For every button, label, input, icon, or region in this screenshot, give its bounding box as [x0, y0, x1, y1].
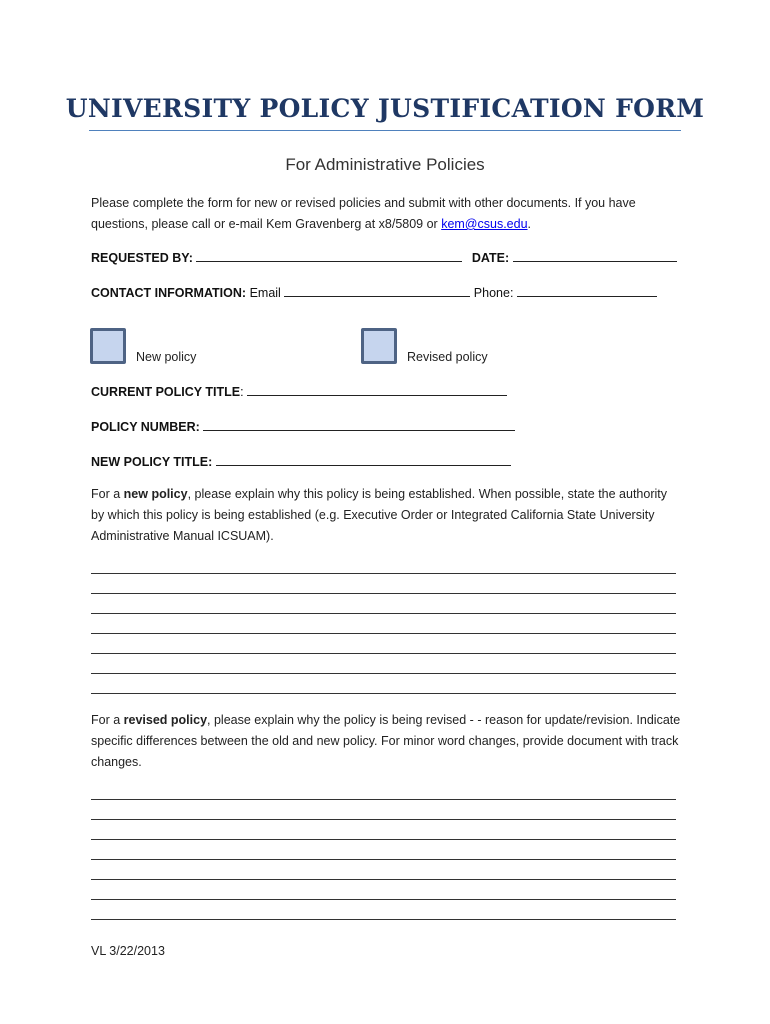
revised-policy-answer-line[interactable]	[91, 899, 676, 900]
email-label: Email	[249, 286, 281, 300]
new-policy-answer-line[interactable]	[91, 633, 676, 634]
revised-policy-bold: revised policy	[123, 713, 208, 727]
new-policy-instructions	[91, 484, 681, 547]
current-policy-title-field[interactable]	[247, 383, 507, 396]
new-policy-answer-line[interactable]	[91, 573, 676, 574]
new-policy-title-row	[91, 453, 511, 469]
revised-policy-instructions	[91, 710, 681, 773]
revised-policy-answer-line[interactable]	[91, 799, 676, 800]
revised-policy-label: Revised policy	[407, 350, 488, 364]
new-policy-text: , please explain why this policy is being established. When possible, state the authority by which this policy is being established (e.g. Executive Order or Integrated California State University Administrative Manual ICSUAM).	[91, 487, 667, 543]
revised-policy-answer-line[interactable]	[91, 919, 676, 920]
intro-end: .	[527, 217, 532, 231]
new-policy-answer-line[interactable]	[91, 653, 676, 654]
current-policy-title-row	[91, 383, 507, 399]
new-policy-checkbox[interactable]	[90, 328, 126, 364]
form-title: UNIVERSITY POLICY JUSTIFICATION FORM	[65, 94, 705, 123]
revised-policy-checkbox[interactable]	[361, 328, 397, 364]
new-policy-bold: new policy	[123, 487, 188, 501]
requested-by-row	[91, 249, 677, 265]
title-divider	[89, 130, 681, 131]
new-policy-title-label: NEW POLICY TITLE:	[91, 455, 213, 469]
new-policy-label: New policy	[136, 350, 197, 364]
new-policy-answer-line[interactable]	[91, 593, 676, 594]
policy-number-label: POLICY NUMBER:	[91, 420, 200, 434]
contact-information-label: CONTACT INFORMATION:	[91, 286, 247, 300]
current-policy-title-label: CURRENT POLICY TITLE	[91, 385, 241, 399]
current-policy-title-colon: :	[240, 385, 244, 399]
contact-row	[91, 284, 657, 300]
requested-by-field[interactable]	[196, 249, 462, 262]
requested-by-label: REQUESTED BY:	[91, 251, 193, 265]
intro-paragraph	[91, 193, 681, 235]
new-policy-answer-line[interactable]	[91, 693, 676, 694]
revised-policy-prefix: For a	[91, 713, 124, 727]
intro-text: Please complete the form for new or revised policies and submit with other documents. If you have questions, please call or e-mail Kem Gravenberg at x8/5809 or	[91, 196, 636, 231]
date-field[interactable]	[513, 249, 677, 262]
phone-label: Phone:	[473, 286, 514, 300]
revised-policy-answer-line[interactable]	[91, 839, 676, 840]
email-field[interactable]	[284, 284, 470, 297]
new-policy-answer-line[interactable]	[91, 613, 676, 614]
new-policy-answer-line[interactable]	[91, 673, 676, 674]
policy-number-row	[91, 418, 515, 434]
revised-policy-answer-line[interactable]	[91, 859, 676, 860]
revised-policy-answer-line[interactable]	[91, 879, 676, 880]
revised-policy-answer-line[interactable]	[91, 819, 676, 820]
revised-policy-text: , please explain why the policy is being revised - - reason for update/revision. Indicate specific differences between the old and new policy. For minor word changes, provide document with track changes.	[91, 713, 681, 769]
new-policy-prefix: For a	[91, 487, 124, 501]
new-policy-title-field[interactable]	[216, 453, 511, 466]
phone-field[interactable]	[517, 284, 657, 297]
form-subtitle: For Administrative Policies	[285, 155, 485, 174]
version-footer: VL 3/22/2013	[91, 944, 165, 958]
contact-email-link[interactable]: kem@csus.edu	[441, 217, 528, 231]
policy-number-field[interactable]	[203, 418, 515, 431]
date-label: DATE:	[471, 251, 510, 265]
